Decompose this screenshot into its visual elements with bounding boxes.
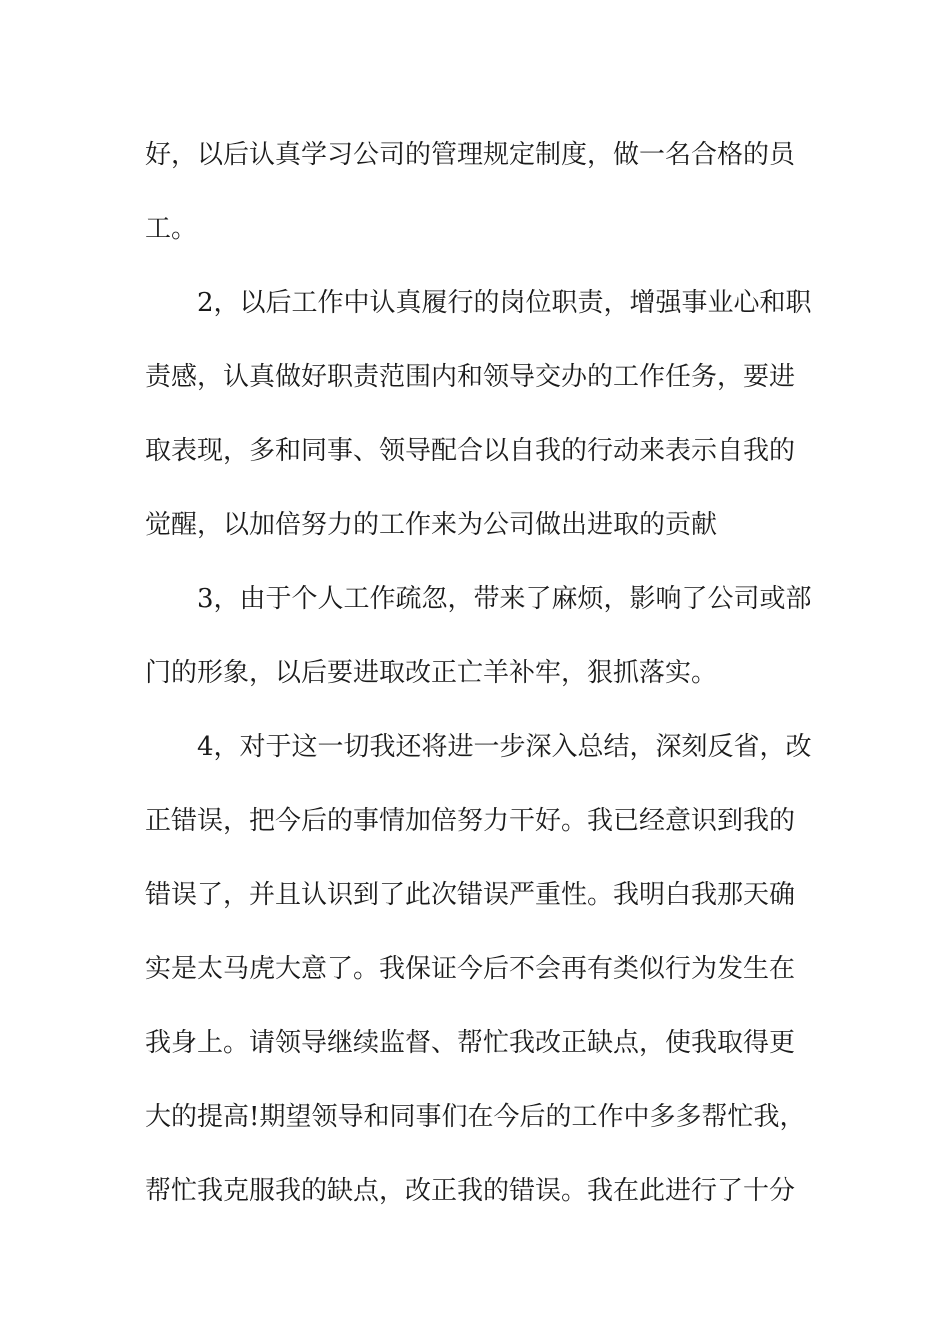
paragraph-item-4	[145, 710, 812, 1228]
paragraph-item-2	[145, 266, 812, 562]
text-line: 好，以后认真学习公司的管理规定制度，做一名合格的员	[145, 140, 796, 170]
text-line: 大的提高!期望领导和同事们在今后的工作中多多帮忙我，	[145, 1102, 806, 1132]
text-line: 我身上。请领导继续监督、帮忙我改正缺点，使我取得更	[145, 1028, 796, 1058]
text-line: 实是太马虎大意了。我保证今后不会再有类似行为发生在	[145, 954, 796, 984]
paragraph-continuation	[145, 118, 805, 266]
text-line: 帮忙我克服我的缺点，改正我的错误。我在此进行了十分	[145, 1176, 796, 1206]
text-line: 工。	[145, 214, 198, 244]
text-line: 错误了，并且认识到了此次错误严重性。我明白我那天确	[145, 880, 796, 910]
text-line: 4，对于这一切我还将进一步深入总结，深刻反省，改	[197, 732, 812, 762]
text-line: 门的形象，以后要进取改正亡羊补牢，狠抓落实。	[145, 658, 718, 688]
document-body	[145, 118, 812, 1228]
text-line: 正错误，把今后的事情加倍努力干好。我已经意识到我的	[145, 806, 796, 836]
text-line: 取表现，多和同事、领导配合以自我的行动来表示自我的	[145, 436, 796, 466]
paragraph-item-3	[145, 562, 812, 710]
text-line: 2，以后工作中认真履行的岗位职责，增强事业心和职	[197, 288, 812, 318]
text-line: 责感，认真做好职责范围内和领导交办的工作任务，要进	[145, 362, 796, 392]
text-line: 3，由于个人工作疏忽，带来了麻烦，影响了公司或部	[197, 584, 812, 614]
text-line: 觉醒，以加倍努力的工作来为公司做出进取的贡献	[145, 510, 718, 540]
